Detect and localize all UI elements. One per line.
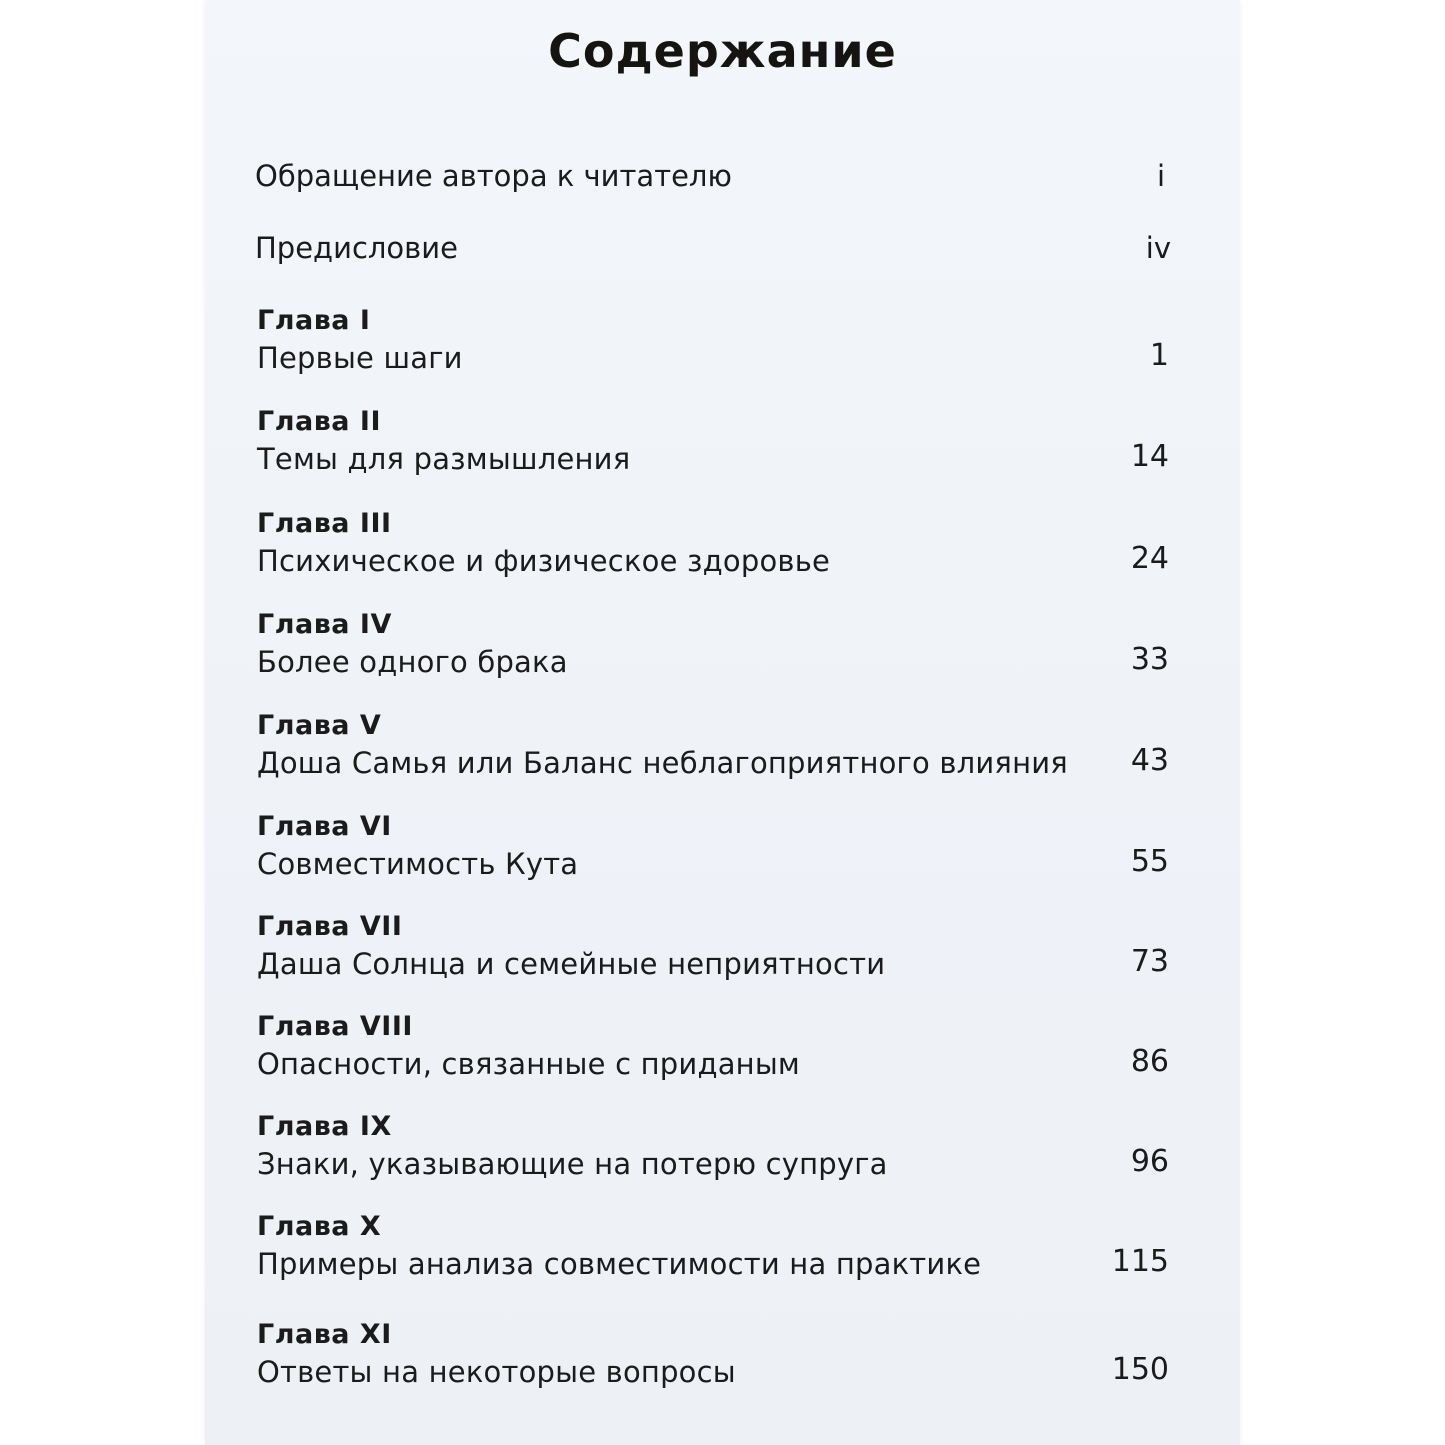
toc-chapter-1[interactable] [257,304,1169,378]
toc-chapter-8[interactable] [257,1010,1169,1084]
chapter-page: 115 [1111,1244,1169,1279]
page-title: Содержание [548,24,897,78]
toc-chapter-10[interactable] [257,1210,1169,1284]
chapter-page: 1 [1149,338,1169,373]
chapter-label: Глава VI [257,811,392,842]
chapter-label: Глава III [257,508,392,539]
chapter-title: Доша Самья или Баланс неблагоприятного влияния [257,746,1068,780]
chapter-label: Глава II [257,406,381,437]
toc-chapter-4[interactable] [257,608,1169,682]
toc-chapter-7[interactable] [257,910,1169,984]
chapter-title: Знаки, указывающие на потерю супруга [257,1147,888,1181]
chapter-page: 86 [1130,1044,1169,1079]
chapter-title: Примеры анализа совместимости на практике [257,1247,982,1281]
book-page [205,0,1240,1445]
chapter-label: Глава X [257,1211,382,1242]
toc-chapter-9[interactable] [257,1110,1169,1184]
chapter-page: 73 [1130,944,1169,979]
chapter-label: Глава VIII [257,1011,413,1042]
toc-entry-author-address[interactable] [255,158,1165,194]
chapter-label: Глава IV [257,609,392,640]
chapter-title: Темы для размышления [257,442,631,476]
chapter-label: Глава IX [257,1111,392,1142]
chapter-title: Психическое и физическое здоровье [257,544,831,578]
chapter-title: Даша Солнца и семейные неприятности [257,947,886,981]
toc-chapter-6[interactable] [257,810,1169,884]
chapter-label: Глава XI [257,1319,392,1350]
toc-chapter-11[interactable] [257,1318,1169,1392]
chapter-page: 14 [1130,439,1169,474]
chapter-label: Глава I [257,305,371,336]
chapter-label: Глава VII [257,911,403,942]
chapter-page: 150 [1111,1352,1169,1387]
toc-entry-title: Обращение автора к читателю [255,159,732,193]
chapter-page: 43 [1130,743,1169,778]
toc-entry-preface[interactable] [255,230,1171,266]
chapter-title: Опасности, связанные с приданым [257,1047,801,1081]
toc-chapter-2[interactable] [257,405,1169,479]
chapter-page: 55 [1130,844,1169,879]
chapter-page: 24 [1130,541,1169,576]
toc-chapter-5[interactable] [257,709,1169,783]
chapter-page: 96 [1130,1144,1169,1179]
toc-entry-page: iv [1145,231,1171,265]
toc-chapter-3[interactable] [257,507,1169,581]
chapter-title: Первые шаги [257,341,463,375]
chapter-title: Совместимость Кута [257,847,579,881]
chapter-page: 33 [1130,642,1169,677]
chapter-label: Глава V [257,710,382,741]
toc-entry-page: i [1156,159,1165,193]
chapter-title: Ответы на некоторые вопросы [257,1355,736,1389]
toc-entry-title: Предисловие [255,231,458,265]
chapter-title: Более одного брака [257,645,568,679]
